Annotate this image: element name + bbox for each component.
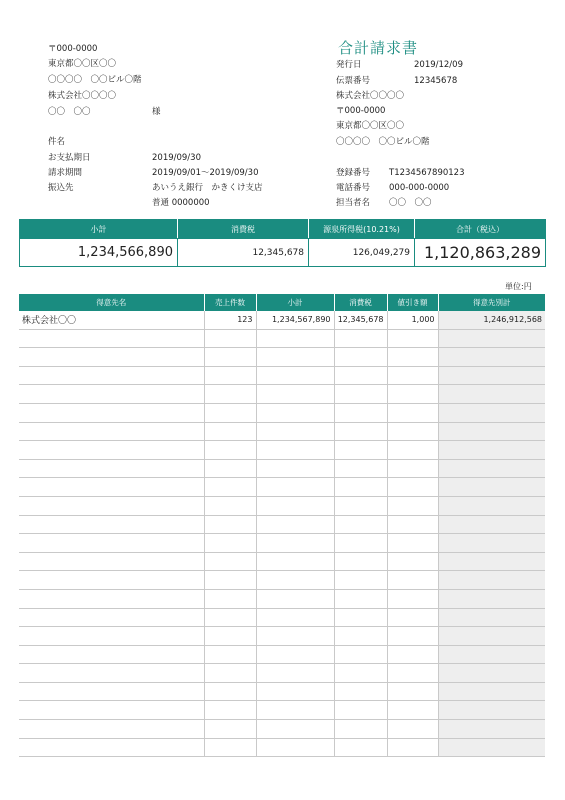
summary-header-tax: 消費税 [178,220,309,239]
empty-cell [256,701,334,720]
empty-cell [438,589,545,608]
summary-tax: 12,345,678 [178,239,309,267]
issuer-company: 株式会社〇〇〇〇 [336,91,405,101]
summary-header-subtotal: 小計 [20,220,178,239]
empty-cell [204,720,256,739]
empty-cell [438,403,545,422]
bank-value: あいうえ銀行 かきくけ支店 [152,183,263,193]
empty-cell [334,701,387,720]
slip-label: 伝票番号 [336,76,371,86]
empty-cell [387,422,438,441]
empty-cell [334,515,387,534]
empty-cell [19,385,204,404]
empty-cell [438,664,545,683]
empty-cell [204,552,256,571]
empty-cell [256,589,334,608]
empty-cell [438,608,545,627]
empty-cell [256,496,334,515]
summary-header-withholding: 源泉所得税(10.21%) [309,220,415,239]
empty-cell [256,738,334,757]
empty-cell [334,627,387,646]
empty-cell [19,571,204,590]
empty-cell [256,459,334,478]
empty-cell [256,329,334,348]
empty-cell [334,496,387,515]
empty-cell [204,627,256,646]
empty-cell [19,534,204,553]
empty-cell [256,608,334,627]
empty-cell [204,441,256,460]
empty-cell [204,571,256,590]
cell-tax: 12,345,678 [334,311,387,329]
empty-cell [387,645,438,664]
cell-discount: 1,000 [387,311,438,329]
empty-cell [204,329,256,348]
empty-cell [387,627,438,646]
recipient-address1: 東京都〇〇区〇〇 [48,59,117,69]
empty-cell [387,608,438,627]
empty-cell [387,459,438,478]
empty-cell [204,738,256,757]
recipient-postal: 〒000-0000 [48,44,98,54]
col-header-customer-total: 得意先別計 [438,294,545,311]
account-value: 普通 0000000 [152,198,210,208]
unit-label: 単位:円 [505,282,532,291]
empty-cell [387,441,438,460]
empty-cell [204,496,256,515]
empty-cell [19,552,204,571]
col-header-count: 売上件数 [204,294,256,311]
empty-cell [256,515,334,534]
empty-cell [334,682,387,701]
table-row [19,608,545,627]
col-header-customer: 得意先名 [19,294,204,311]
empty-cell [438,459,545,478]
document-title: 合計請求書 [338,39,419,57]
empty-cell [19,422,204,441]
empty-cell [334,552,387,571]
issuer-address2: 〇〇〇〇 〇〇ビル〇階 [336,137,430,147]
col-header-subtotal: 小計 [256,294,334,311]
empty-cell [204,459,256,478]
table-row [19,664,545,683]
empty-cell [256,664,334,683]
empty-cell [204,515,256,534]
summary-header-total: 合計（税込） [415,220,546,239]
empty-cell [334,608,387,627]
empty-cell [387,589,438,608]
issue-label: 発行日 [336,60,362,70]
empty-cell [438,738,545,757]
recipient-honorific: 様 [152,107,161,117]
empty-cell [334,478,387,497]
empty-cell [19,515,204,534]
summary-subtotal: 1,234,566,890 [20,239,178,267]
cell-customer-total: 1,246,912,568 [438,311,545,329]
empty-cell [19,589,204,608]
table-row [19,701,545,720]
empty-cell [387,366,438,385]
detail-table [19,294,545,757]
empty-cell [438,552,545,571]
empty-cell [204,348,256,367]
empty-cell [19,664,204,683]
empty-cell [387,738,438,757]
empty-cell [334,348,387,367]
table-row [19,311,545,329]
staff-label: 担当者名 [336,198,371,208]
empty-cell [438,645,545,664]
empty-cell [438,682,545,701]
table-row [19,348,545,367]
table-row [19,534,545,553]
empty-cell [387,701,438,720]
empty-cell [438,478,545,497]
tel-label: 電話番号 [336,183,371,193]
empty-cell [19,608,204,627]
empty-cell [19,645,204,664]
empty-cell [387,348,438,367]
empty-cell [438,515,545,534]
empty-cell [438,571,545,590]
empty-cell [387,552,438,571]
summary-table [19,219,546,267]
empty-cell [334,571,387,590]
empty-cell [438,720,545,739]
col-header-discount: 値引き額 [387,294,438,311]
empty-cell [334,589,387,608]
empty-cell [438,348,545,367]
empty-cell [438,496,545,515]
empty-cell [204,534,256,553]
empty-cell [334,738,387,757]
subject-label: 件名 [48,137,66,147]
empty-cell [256,645,334,664]
empty-cell [256,534,334,553]
empty-cell [438,441,545,460]
empty-cell [256,348,334,367]
issue-value: 2019/12/09 [414,60,463,70]
empty-cell [334,720,387,739]
empty-cell [387,403,438,422]
empty-cell [438,627,545,646]
issuer-postal: 〒000-0000 [336,106,386,116]
watermark-icon [185,370,375,430]
empty-cell [19,738,204,757]
empty-cell [204,701,256,720]
reg-value: T1234567890123 [389,168,465,178]
empty-cell [19,403,204,422]
empty-cell [19,459,204,478]
summary-total: 1,120,863,289 [415,239,546,267]
table-row [19,515,545,534]
empty-cell [334,441,387,460]
cell-subtotal: 1,234,567,890 [256,311,334,329]
empty-cell [19,496,204,515]
empty-cell [334,664,387,683]
empty-cell [438,534,545,553]
issuer-address1: 東京都〇〇区〇〇 [336,121,405,131]
empty-cell [256,478,334,497]
empty-cell [387,329,438,348]
empty-cell [19,720,204,739]
empty-cell [334,329,387,348]
empty-cell [256,552,334,571]
empty-cell [438,385,545,404]
empty-cell [438,422,545,441]
empty-cell [387,478,438,497]
empty-cell [387,682,438,701]
empty-cell [387,720,438,739]
empty-cell [334,534,387,553]
empty-cell [204,478,256,497]
table-row [19,459,545,478]
recipient-company: 株式会社〇〇〇〇 [48,91,117,101]
empty-cell [438,329,545,348]
table-row [19,571,545,590]
empty-cell [204,664,256,683]
empty-cell [387,534,438,553]
empty-cell [19,682,204,701]
empty-cell [19,441,204,460]
empty-cell [19,627,204,646]
empty-cell [204,682,256,701]
empty-cell [438,701,545,720]
slip-value: 12345678 [414,76,458,86]
empty-cell [19,701,204,720]
recipient-person: 〇〇 〇〇 [48,107,91,117]
col-header-tax: 消費税 [334,294,387,311]
empty-cell [387,571,438,590]
table-row [19,589,545,608]
empty-cell [387,664,438,683]
table-row [19,441,545,460]
empty-cell [387,496,438,515]
table-row [19,496,545,515]
empty-cell [438,366,545,385]
empty-cell [256,720,334,739]
empty-cell [204,645,256,664]
staff-value: 〇〇 〇〇 [389,198,432,208]
empty-cell [256,682,334,701]
empty-cell [334,645,387,664]
table-row [19,682,545,701]
empty-cell [19,478,204,497]
empty-cell [19,366,204,385]
tel-value: 000-000-0000 [389,183,450,193]
empty-cell [19,329,204,348]
empty-cell [387,385,438,404]
empty-cell [256,627,334,646]
table-row [19,329,545,348]
period-label: 請求期間 [48,168,83,178]
bank-label: 振込先 [48,183,74,193]
summary-withholding: 126,049,279 [309,239,415,267]
table-row [19,627,545,646]
period-value: 2019/09/01～2019/09/30 [152,168,259,178]
empty-cell [334,459,387,478]
table-row [19,645,545,664]
empty-cell [19,348,204,367]
cell-count: 123 [204,311,256,329]
table-row [19,720,545,739]
due-value: 2019/09/30 [152,153,201,163]
reg-label: 登録番号 [336,168,371,178]
empty-cell [204,608,256,627]
cell-customer: 株式会社〇〇 [19,311,204,329]
empty-cell [387,515,438,534]
table-row [19,552,545,571]
table-row [19,478,545,497]
empty-cell [204,589,256,608]
due-label: お支払期日 [48,153,91,163]
empty-cell [256,441,334,460]
recipient-address2: 〇〇〇〇 〇〇ビル〇階 [48,75,142,85]
empty-cell [256,571,334,590]
table-row [19,738,545,757]
